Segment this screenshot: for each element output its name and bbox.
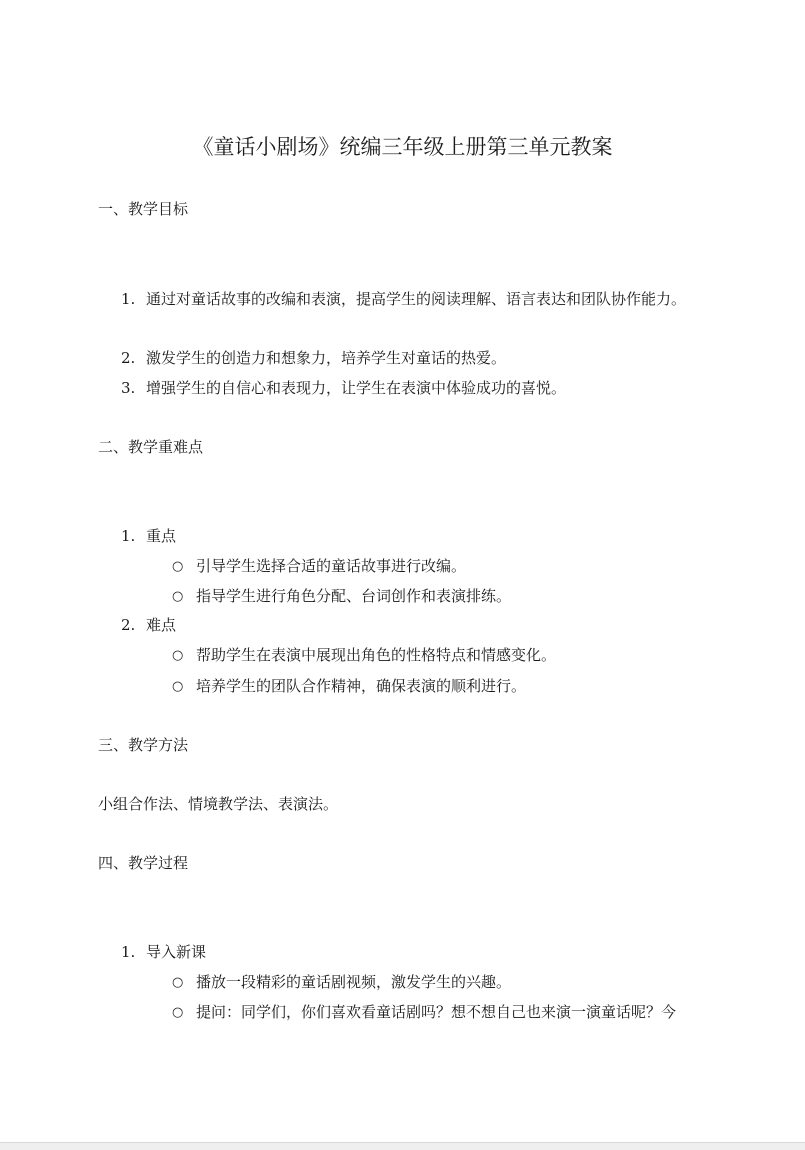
sub-list-item: 培养学生的团队合作精神，确保表演的顺利进行。	[196, 677, 527, 695]
list-number: 2.	[121, 349, 136, 367]
document-title: 《童话小剧场》统编三年级上册第三单元教案	[192, 135, 613, 159]
list-item: 增强学生的自信心和表现力，让学生在表演中体验成功的喜悦。	[146, 379, 567, 397]
sub-list-item: 引导学生选择合适的童话故事进行改编。	[196, 557, 467, 575]
section-heading-methods: 三、教学方法	[98, 736, 189, 754]
sub-list-item: 提问：同学们，你们喜欢看童话剧吗？想不想自己也来演一演童话呢？今	[196, 1003, 677, 1021]
bullet-icon: ○	[172, 559, 184, 574]
sub-list-item: 帮助学生在表演中展现出角色的性格特点和情感变化。	[196, 646, 557, 664]
bullet-icon: ○	[172, 648, 184, 663]
sub-list-item: 指导学生进行角色分配、台词创作和表演排练。	[196, 587, 512, 605]
bullet-icon: ○	[172, 1005, 184, 1020]
list-number: 2.	[121, 616, 136, 634]
bullet-icon: ○	[172, 679, 184, 694]
list-number: 1.	[121, 527, 136, 545]
list-item-label: 难点	[146, 616, 177, 634]
list-item: 通过对童话故事的改编和表演，提高学生的阅读理解、语言表达和团队协作能力。	[146, 290, 687, 308]
bullet-icon: ○	[172, 589, 184, 604]
bullet-icon: ○	[172, 975, 184, 990]
methods-paragraph: 小组合作法、情境教学法、表演法。	[98, 795, 339, 813]
list-number: 1.	[121, 290, 136, 308]
list-item-label: 重点	[146, 527, 177, 545]
section-heading-process: 四、教学过程	[98, 854, 189, 872]
list-item-label: 导入新课	[146, 943, 207, 961]
section-heading-key-points: 二、教学重难点	[98, 438, 204, 456]
list-number: 3.	[121, 379, 136, 397]
section-heading-objectives: 一、教学目标	[98, 200, 189, 218]
sub-list-item: 播放一段精彩的童话剧视频，激发学生的兴趣。	[196, 973, 512, 991]
list-item: 激发学生的创造力和想象力，培养学生对童话的热爱。	[146, 349, 507, 367]
list-number: 1.	[121, 943, 136, 961]
